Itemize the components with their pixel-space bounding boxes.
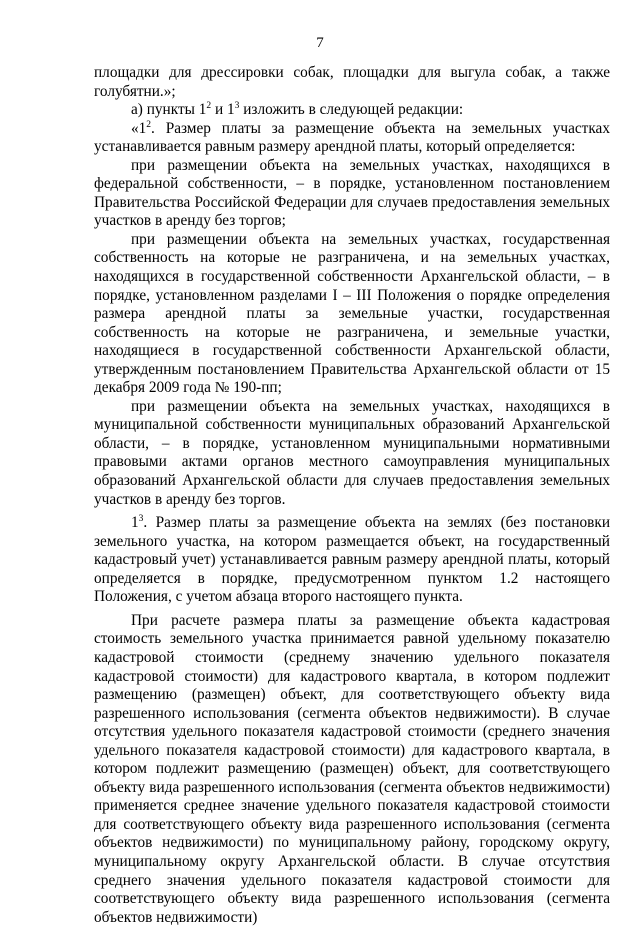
paragraph-state-property: при размещении объекта на земельных участках, государственная собственность на которые не разграничена, и на земельных участках, находящихся в государственной собственности Архангельской области, – в порядке, установленном разделами I – III Положения о порядке определения размера арендной платы за земельные участки, государственная собственность на которые не разграничена, и земельные участки, находящиеся в государственной собственности Архангельской области, утвержденным постановлением Правительства Архангельской области от 15 декабря 2009 года № 190-пп;	[94, 230, 610, 397]
document-body	[94, 64, 610, 927]
paragraph-continuation: площадки для дрессировки собак, площадки для выгула собак, а также голубятни.»;	[94, 64, 610, 100]
page-number: 7	[316, 35, 324, 51]
paragraph-point-1-2: «$1^2$. Размер платы за размещение объекта на земельных участках устанавливается равным размеру арендной платы, который определяется:	[94, 119, 610, 156]
paragraph-cadastral-value: При расчете размера платы за размещение объекта кадастровая стоимость земельного участка принимается равной удельному показателю кадастровой стоимости (среднему значению удельного показателя кадастровой стоимости) для кадастрового квартала, в котором подлежит размещению (размещен) объект, для соответствующего объекту вида разрешенного использования (сегмента объектов недвижимости). В случае отсутствия удельного показателя кадастровой стоимости (среднего значения удельного показателя кадастровой стоимости) для кадастрового квартала, в котором подлежит размещению (размещен) объект, для соответствующего объекту вида разрешенного использования (сегмента объектов недвижимости) применяется среднее значение удельного показателя кадастровой стоимости для соответствующего объекту вида разрешенного использования (сегмента объектов недвижимости) по муниципальному району, городскому округу, муниципальному округу Архангельской области. В случае отсутствия среднего значения удельного показателя кадастровой стоимости для соответствующего объекту вида разрешенного использования (сегмента объектов недвижимости)	[94, 611, 610, 926]
paragraph-amendment-intro: а) пункты $1^2$ и $1^3$ изложить в следующей редакции:	[131, 101, 464, 119]
paragraph-point-1-3: $1^3$. Размер платы за размещение объекта на землях (без постановки земельного участка, на котором размещается объект, на государственный кадастровый учет) устанавливается равным размеру арендной платы, который определяется в порядке, предусмотренном пунктом 1.2 настоящего Положения, с учетом абзаца второго настоящего пункта.	[94, 514, 610, 606]
paragraph-federal-property: при размещении объекта на земельных участках, находящихся в федеральной собственности, – в порядке, установленном постановлением Правительства Российской Федерации для случаев предоставления земельных участков в аренду без торгов;	[94, 156, 610, 230]
paragraph-municipal-property: при размещении объекта на земельных участках, находящихся в муниципальной собственности муниципальных образований Архангельской области, – в порядке, установленном муниципальными нормативными правовыми актами органов местного самоуправления муниципальных образований Архангельской области для случаев предоставления земельных участков в аренду без торгов.	[94, 397, 610, 508]
